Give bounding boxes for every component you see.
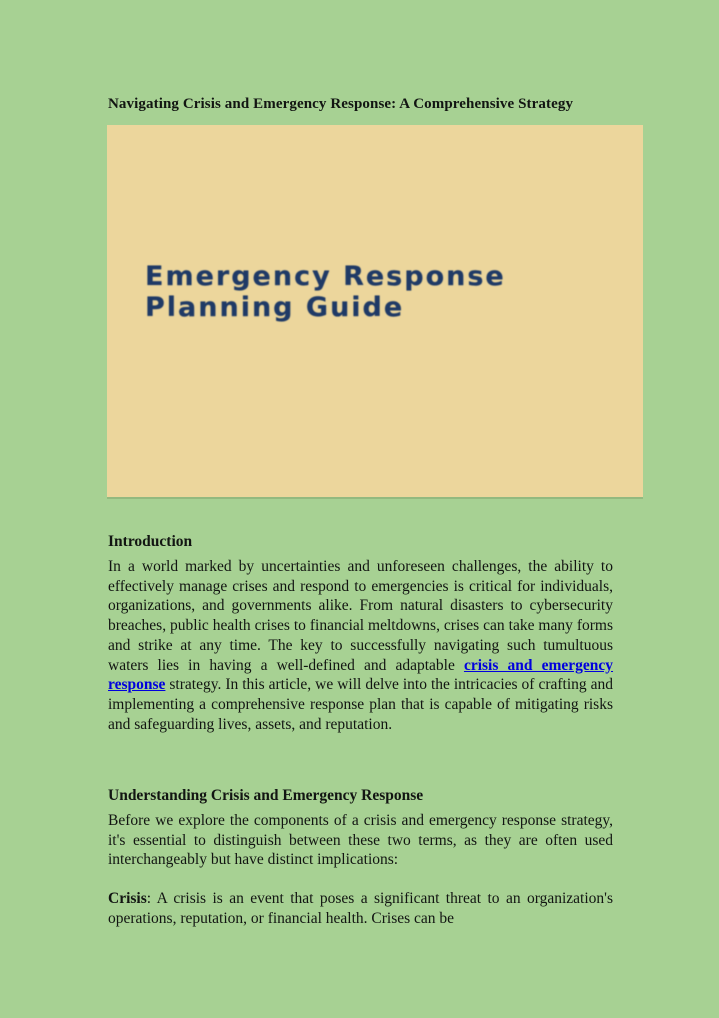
hero-caption-line-2: Planning Guide <box>145 292 405 323</box>
heading-introduction: Introduction <box>108 532 193 550</box>
crisis-term: Crisis <box>108 890 147 907</box>
hero-caption-line-1: Emergency Response <box>145 261 506 292</box>
introduction-paragraph <box>108 557 613 734</box>
heading-understanding-crisis: Understanding Crisis and Emergency Response <box>108 786 424 804</box>
page-title: Navigating Crisis and Emergency Response: A Comprehensive Strategy <box>108 96 574 113</box>
understanding-paragraph: Before we explore the components of a crisis and emergency response strategy, it's essential to distinguish between these two terms, as they are often used interchangeably but have distinct implications: <box>108 812 613 869</box>
crisis-definition-paragraph <box>108 889 613 928</box>
hero-image <box>107 125 643 497</box>
hero-image-caption <box>145 261 506 323</box>
introduction-text-after-link: strategy. In this article, we will delve into the intricacies of crafting and implementing a comprehensive response plan that is capable of mitigating risks and safeguarding lives, assets, and reputation. <box>108 676 613 733</box>
crisis-definition-text: : A crisis is an event that poses a significant threat to an organization's operations, reputation, or financial health. Crises can be <box>108 890 613 927</box>
introduction-text-before-link: In a world marked by uncertainties and unforeseen challenges, the ability to effectively manage crises and respond to emergencies is critical for individuals, organizations, and governments alike. From natural disasters to cybersecurity breaches, public health crises to financial meltdowns, crises can take many forms and strike at any time. The key to successfully navigating such tumultuous waters lies in having a well-defined and adaptable <box>108 558 613 674</box>
crisis-and-emergency-response-link[interactable]: crisis and emergency response <box>108 656 614 694</box>
